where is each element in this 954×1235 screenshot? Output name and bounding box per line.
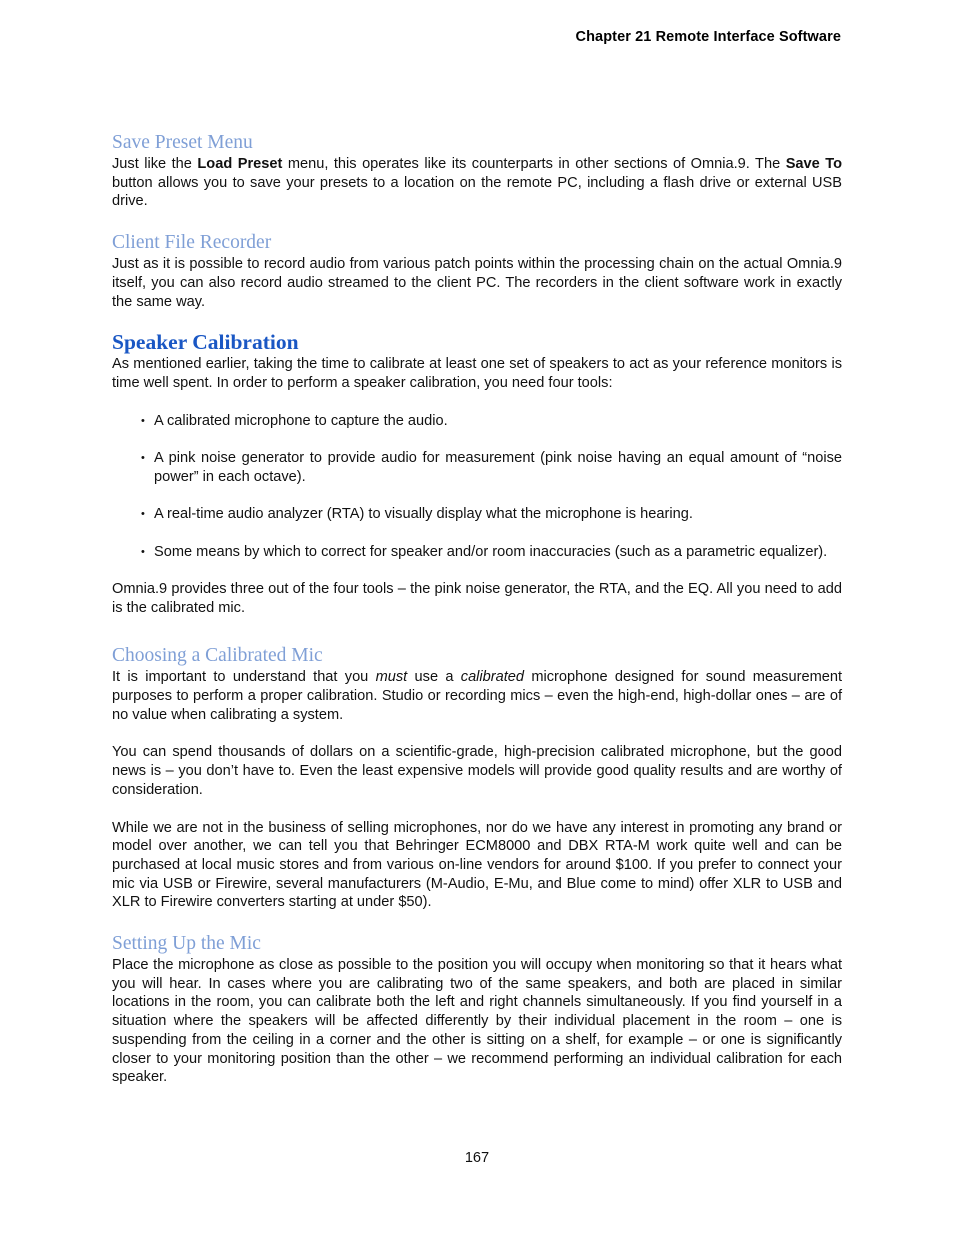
paragraph-choosing-mic-2: You can spend thousands of dollars on a scientific-grade, high-precision calibrated microphone, but the good news is – you don’t have to. Even the least expensive models will provide good quality results and are worthy of consideration. bbox=[112, 744, 842, 798]
text-run: Just like the bbox=[112, 156, 198, 172]
spacer bbox=[112, 393, 842, 412]
list-item bbox=[112, 412, 842, 431]
text-run: button allows you to save your presets to a location on the remote PC, including a flash drive or external USB drive. bbox=[112, 174, 842, 210]
paragraph-save-preset bbox=[112, 155, 842, 211]
list-item-text: A calibrated microphone to capture the audio. bbox=[154, 412, 448, 429]
paragraph-client-recorder: Just as it is possible to record audio from various patch points within the processing chain on the actual Omnia.9 itself, you can also record audio streamed to the client PC. The recorders in the client software work in exactly the same way. bbox=[112, 256, 842, 310]
heading-save-preset-menu: Save Preset Menu bbox=[112, 132, 253, 153]
text-run: menu, this operates like its counterparts in other sections of Omnia.9. The bbox=[282, 156, 786, 172]
bold-term-save-to: Save To bbox=[785, 156, 842, 172]
heading-choosing-calibrated-mic: Choosing a Calibrated Mic bbox=[112, 645, 323, 667]
spacer bbox=[112, 617, 842, 644]
paragraph-setting-up-mic: Place the microphone as close as possible to the position you will occupy when monitoring so that it hears what you will hear. In cases where you are calibrating two of the same speakers, and both are placed in similar locations in the room, you can calibrate both the left and right channels simultaneously. If you find yourself in a situation where the speakers will be affected differently by their individual placement in the room – one is suspending from the ceiling in a corner and the other is sitting on a shelf, for example – or one is significantly closer to your monitoring position than the other – we recommend performing an individual calibration for each speaker. bbox=[112, 957, 842, 1086]
page-number: 167 bbox=[464, 1150, 490, 1166]
emphasis-must: must bbox=[375, 669, 408, 686]
tools-list bbox=[112, 412, 842, 562]
chapter-header: Chapter 21 Remote Interface Software bbox=[575, 29, 841, 45]
spacer bbox=[112, 800, 842, 819]
bold-term-load-preset: Load Preset bbox=[197, 156, 283, 172]
page-content bbox=[112, 131, 842, 1087]
paragraph-choosing-mic-1 bbox=[112, 668, 842, 724]
spacer bbox=[112, 211, 842, 231]
list-item-text: A real-time audio analyzer (RTA) to visually display what the microphone is hearing. bbox=[154, 506, 693, 523]
heading-speaker-calibration: Speaker Calibration bbox=[112, 330, 299, 355]
list-item-text: Some means by which to correct for speaker and/or room inaccuracies (such as a parametric equalizer). bbox=[154, 543, 828, 560]
spacer bbox=[112, 912, 842, 932]
text-run: use a bbox=[407, 669, 461, 686]
list-item bbox=[112, 449, 842, 486]
text-run: microphone designed for sound measurement purposes to perform a proper calibration. Studio or recording mics – even the high-end, high-dollar ones – are of no value when calibrating a system. bbox=[112, 669, 843, 723]
bullet-icon: • bbox=[141, 508, 145, 521]
spacer bbox=[112, 311, 842, 329]
bullet-icon: • bbox=[141, 452, 145, 465]
text-run: It is important to understand that you bbox=[112, 669, 376, 686]
spacer bbox=[112, 724, 842, 743]
list-item bbox=[112, 543, 842, 562]
list-item bbox=[112, 505, 842, 524]
paragraph-calibration-intro: As mentioned earlier, taking the time to calibrate at least one set of speakers to act as your reference monitors is time well spent. In order to perform a speaker calibration, you need four tools: bbox=[112, 356, 842, 391]
paragraph-choosing-mic-3: While we are not in the business of selling microphones, nor do we have any interest in promoting any brand or model over another, we can tell you that Behringer ECM8000 and DBX RTA-M work quite well and can be purchased at local music stores and from various on-line vendors for around $100. If you prefer to connect your mic via USB or Firewire, several manufacturers (M-Audio, E-Mu, and Blue come to mind) offer XLR to USB and XLR to Firewire converters starting at under $50). bbox=[112, 819, 842, 911]
paragraph-calibration-outro: Omnia.9 provides three out of the four tools – the pink noise generator, the RTA, and the EQ. All you need to add is the calibrated mic. bbox=[112, 580, 842, 616]
bullet-icon: • bbox=[141, 414, 145, 427]
bullet-icon: • bbox=[141, 545, 145, 558]
heading-setting-up-mic: Setting Up the Mic bbox=[112, 933, 261, 955]
list-item-text: A pink noise generator to provide audio for measurement (pink noise having an equal amount of “noise power” in each octave). bbox=[154, 450, 842, 485]
emphasis-calibrated: calibrated bbox=[460, 669, 525, 686]
heading-client-file-recorder: Client File Recorder bbox=[112, 232, 272, 254]
